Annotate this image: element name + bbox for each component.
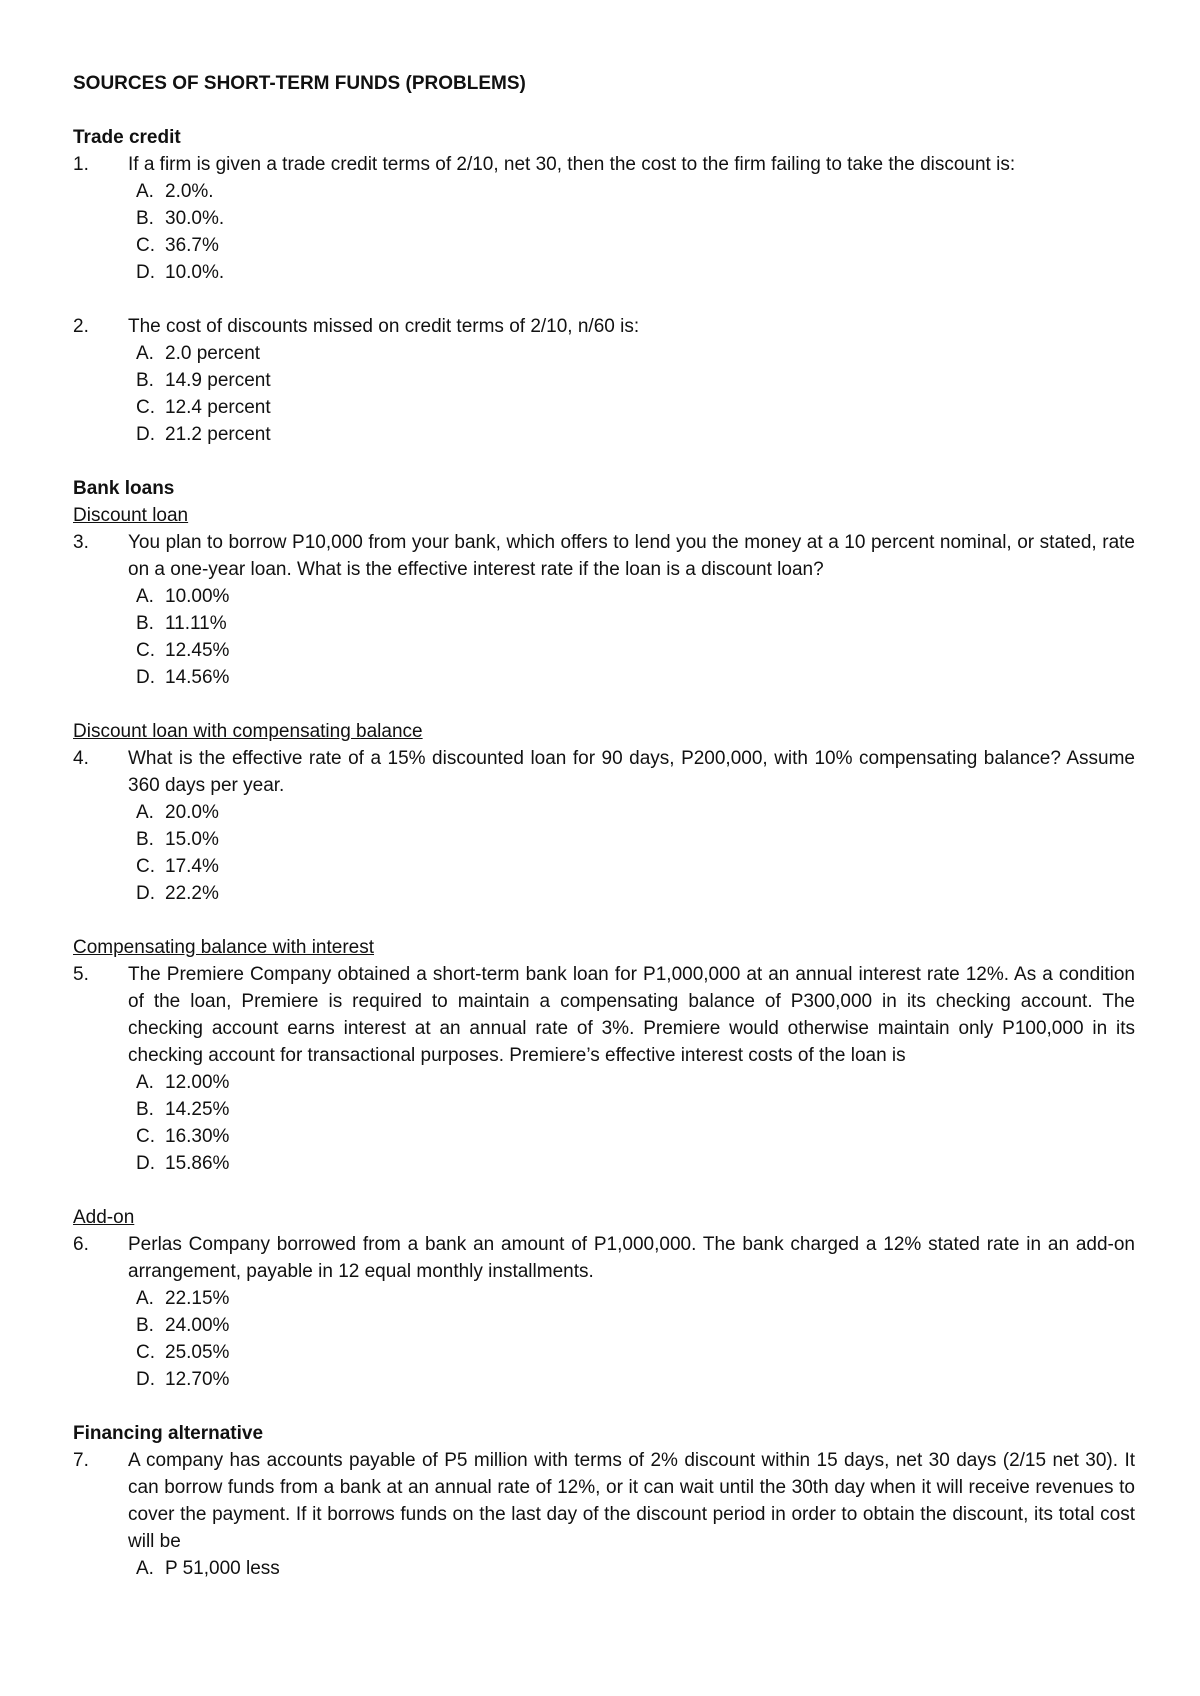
option-b [128,1096,1135,1123]
option-letter: D. [136,667,155,688]
option-d [128,259,1135,286]
document-page [73,70,1135,1582]
option-letter: B. [136,1099,154,1120]
question-text: Perlas Company borrowed from a bank an amount of P1,000,000. The bank charged a 12% stated rate in an add-on arrangement, payable in 12 equal monthly installments. [128,1234,1135,1282]
option-text: 12.4 percent [165,397,271,418]
option-c [128,637,1135,664]
question-text: You plan to borrow P10,000 from your bank, which offers to lend you the money at a 10 percent nominal, or stated, rate on a one-year loan. What is the effective interest rate if the loan is a discount loan? [128,532,1135,580]
option-letter: C. [136,235,155,256]
option-text: 2.0%. [165,181,214,202]
option-a [128,340,1135,367]
option-letter: B. [136,829,154,850]
option-a [128,1555,1135,1582]
option-a [128,178,1135,205]
question-text: A company has accounts payable of P5 million with terms of 2% discount within 15 days, net 30 days (2/15 net 30). It can borrow funds from a bank at an annual rate of 12%, or it can wait until the 30th day when it will receive revenues to cover the payment. If it borrows funds on the last day of the discount period in order to obtain the discount, its total cost will be [128,1450,1135,1552]
option-text: 10.00% [165,586,230,607]
document-title: SOURCES OF SHORT-TERM FUNDS (PROBLEMS) [73,73,526,94]
subsection-heading-add-on: Add-on [73,1207,135,1228]
question-number: 1. [73,154,89,175]
question-text: The cost of discounts missed on credit terms of 2/10, n/60 is: [128,316,640,337]
option-d [128,1366,1135,1393]
question-number: 4. [73,748,89,769]
question-6 [73,1231,1135,1285]
option-text: 10.0%. [165,262,225,283]
option-text: 14.25% [165,1099,230,1120]
question-2-options [128,340,1135,448]
question-5-options [128,1069,1135,1177]
option-letter: C. [136,1126,155,1147]
question-text: If a firm is given a trade credit terms of 2/10, net 30, then the cost to the firm failing to take the discount is: [128,154,1016,175]
spacer [73,907,1135,934]
question-number: 6. [73,1234,89,1255]
question-6-options [128,1285,1135,1393]
option-letter: A. [136,586,154,607]
question-7 [73,1447,1135,1555]
section-heading-bank-loans: Bank loans [73,478,175,499]
option-letter: B. [136,1315,154,1336]
option-c [128,1339,1135,1366]
option-d [128,664,1135,691]
spacer [73,1393,1135,1420]
option-a [128,799,1135,826]
question-1-options [128,178,1135,286]
option-letter: A. [136,802,154,823]
spacer [73,286,1135,313]
question-number: 7. [73,1450,89,1471]
option-c [128,394,1135,421]
question-3-options [128,583,1135,691]
option-text: 30.0%. [165,208,225,229]
subsection-heading-discount-loan: Discount loan [73,505,189,526]
option-letter: D. [136,424,155,445]
question-1 [73,151,1135,178]
question-number: 5. [73,964,89,985]
option-text: 14.9 percent [165,370,271,391]
question-7-options [128,1555,1135,1582]
option-letter: C. [136,397,155,418]
option-letter: D. [136,262,155,283]
option-text: 12.70% [165,1369,230,1390]
section-heading-trade-credit: Trade credit [73,127,181,148]
option-d [128,880,1135,907]
option-text: 15.86% [165,1153,230,1174]
option-text: 17.4% [165,856,219,877]
question-5 [73,961,1135,1069]
option-b [128,205,1135,232]
option-b [128,826,1135,853]
question-text: The Premiere Company obtained a short-term bank loan for P1,000,000 at an annual interest rate 12%. As a condition of the loan, Premiere is required to maintain a compensating balance of P300,000 in its checking account. The checking account earns interest at an annual rate of 3%. Premiere would otherwise maintain only P100,000 in its checking account for transactional purposes. Premiere’s effective interest costs of the loan is [128,964,1135,1066]
option-c [128,1123,1135,1150]
option-text: 16.30% [165,1126,230,1147]
option-text: 25.05% [165,1342,230,1363]
option-text: 24.00% [165,1315,230,1336]
option-letter: D. [136,1369,155,1390]
question-3 [73,529,1135,583]
spacer [73,1177,1135,1204]
option-c [128,853,1135,880]
option-letter: A. [136,1288,154,1309]
question-number: 3. [73,532,89,553]
option-a [128,1069,1135,1096]
option-a [128,1285,1135,1312]
option-letter: C. [136,640,155,661]
question-4 [73,745,1135,799]
option-d [128,421,1135,448]
option-b [128,367,1135,394]
option-text: 15.0% [165,829,219,850]
option-letter: A. [136,343,154,364]
question-number: 2. [73,316,89,337]
option-a [128,583,1135,610]
option-letter: B. [136,208,154,229]
spacer [73,691,1135,718]
option-letter: C. [136,1342,155,1363]
option-letter: B. [136,613,154,634]
option-text: 22.2% [165,883,219,904]
option-letter: A. [136,1558,154,1579]
option-text: 12.00% [165,1072,230,1093]
option-text: 14.56% [165,667,230,688]
subsection-heading-discount-loan-compensating: Discount loan with compensating balance [73,721,423,742]
option-b [128,610,1135,637]
question-text: What is the effective rate of a 15% discounted loan for 90 days, P200,000, with 10% compensating balance? Assume 360 days per year. [128,748,1135,796]
option-text: 21.2 percent [165,424,271,445]
option-letter: D. [136,1153,155,1174]
option-text: 36.7% [165,235,219,256]
section-heading-financing-alternative: Financing alternative [73,1423,264,1444]
option-letter: A. [136,1072,154,1093]
option-text: 11.11% [165,613,227,634]
question-2 [73,313,1135,340]
subsection-heading-compensating-interest: Compensating balance with interest [73,937,375,958]
option-text: 2.0 percent [165,343,261,364]
option-d [128,1150,1135,1177]
option-letter: D. [136,883,155,904]
option-text: P 51,000 less [165,1558,280,1579]
question-4-options [128,799,1135,907]
option-text: 22.15% [165,1288,230,1309]
option-letter: A. [136,181,154,202]
option-letter: C. [136,856,155,877]
option-letter: B. [136,370,154,391]
option-text: 20.0% [165,802,219,823]
option-b [128,1312,1135,1339]
option-c [128,232,1135,259]
spacer [73,448,1135,475]
option-text: 12.45% [165,640,230,661]
